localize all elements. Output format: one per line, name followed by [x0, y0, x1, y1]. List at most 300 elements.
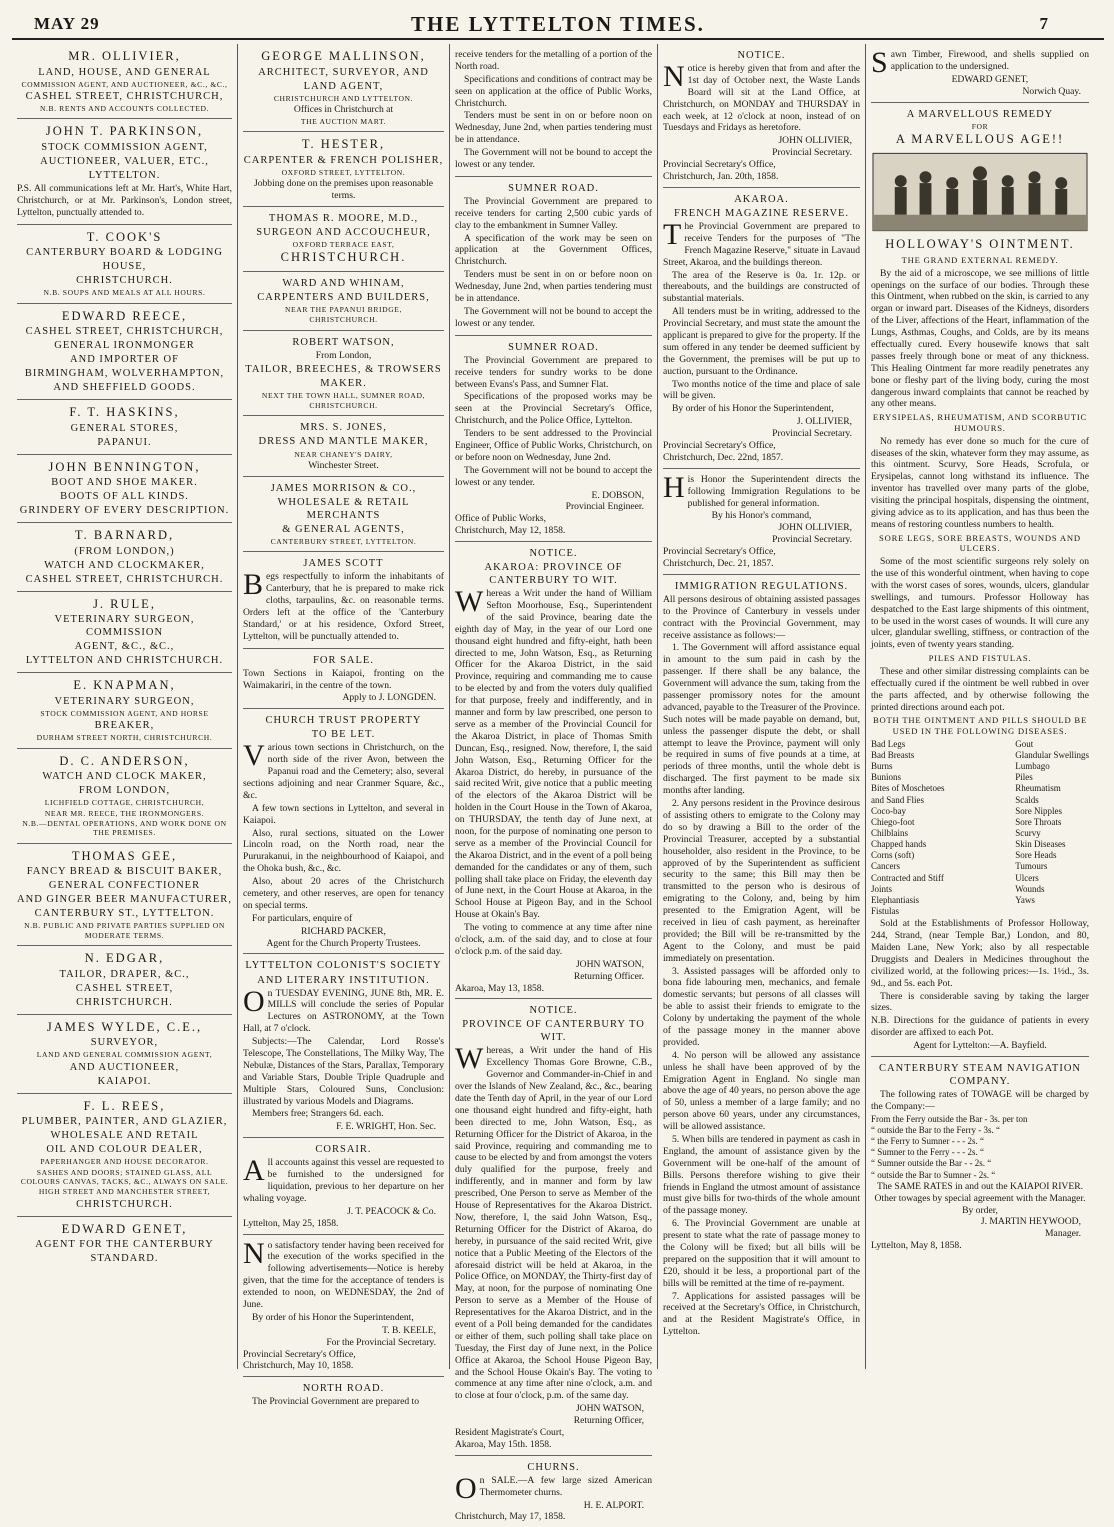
disease-item: Lumbago — [1015, 761, 1050, 772]
ad-body: Specifications and conditions of contract may be seen on application at the office of Public Works, Christchurch. — [455, 73, 652, 109]
ad-body: No remedy has ever done so much for the cure of diseases of the skin, whatever form they may assume, as this ointment. Scurvy, Sore Heads, Scrofula, or Erysipelas, cannot long withstand its influence. The inventor has travelled over many parts of the globe, visiting the principal hospitals, dispensing the ointment, giving advice as to its application, and has thus been the means of restoring countless numbers to health. — [871, 435, 1089, 530]
ad-body: On SALE.—A few large sized American Thermometer churns. — [455, 1471, 652, 1505]
disease-item: Gout — [1015, 738, 1034, 749]
ad-line: FOR — [971, 121, 989, 131]
towage-rate: “ outside the Bar to Sumner - 2s. “ — [871, 1169, 996, 1180]
ad-sawn-timber — [871, 44, 1089, 103]
card-heading: MR. OLLIVIER, — [68, 49, 181, 63]
ad-date: Akaroa, May 15th. 1858. — [455, 1438, 552, 1450]
ad-signature: Provincial Secretary. — [772, 428, 852, 440]
ad-james-scott — [243, 552, 444, 648]
disease-item: Ulcers — [1015, 872, 1039, 883]
ad-body: receive tenders for the metalling of a portion of the North road. — [455, 49, 652, 72]
towage-rate: “ Sumner to the Ferry - - - 2s. “ — [871, 1147, 984, 1158]
disease-item: Glandular Swellings — [1015, 749, 1089, 760]
business-card — [17, 44, 232, 119]
ad-line: MAKER. — [320, 377, 367, 389]
ad-body: The Government will not be bound to accept the lowest or any tender. — [455, 464, 652, 488]
ad-heading: THOMAS R. MOORE, M.D., — [268, 212, 419, 224]
card-heading: N. EDGAR, — [84, 951, 165, 966]
ad-line: DRESS AND MANTLE MAKER, — [258, 436, 429, 448]
card-line: HIGH STREET AND MANCHESTER STREET, — [38, 1187, 211, 1197]
ad-date: Christchurch, May 12, 1858. — [455, 525, 566, 537]
card-line: VETERINARY SURGEON, — [54, 695, 195, 707]
ad-signature: J. MARTIN HEYWOOD, — [980, 1216, 1081, 1228]
card-line: CASHEL STREET, CHRISTCHURCH, — [25, 326, 224, 338]
card-heading: JAMES WYLDE, C.E., — [46, 1019, 203, 1034]
ad-body: The SAME RATES in and out the KAIAPOI RIVER. — [877, 1180, 1083, 1192]
card-line: CHRISTCHURCH. — [76, 275, 173, 287]
disease-item: Corns (soft) — [871, 850, 915, 861]
ad-signature: Resident Magistrate's Court, — [455, 1426, 565, 1438]
ad-body: All persons desirous of obtaining assisted passages to the Province of Canterbury in vessels under contract with the Provincial Government, may receive assistance as follows:— — [663, 593, 860, 641]
card-line: BREAKER, — [94, 720, 155, 732]
ad-heading: WARD AND WHINAM, — [282, 277, 405, 289]
ad-signature: Manager. — [1045, 1228, 1081, 1240]
ad-line: LAND AGENT, — [303, 80, 384, 92]
ad-signature: Norwich Quay. — [1022, 85, 1081, 97]
ad-immigration-directive — [663, 469, 860, 575]
card-line: AUCTIONEER, VALUER, ETC., — [40, 155, 209, 167]
towage-rate: From the Ferry outside the Bar - 3s. per ton — [871, 1113, 1028, 1124]
business-card — [17, 749, 232, 844]
ad-signature: Office of Public Works, — [455, 513, 547, 525]
disease-item: Bad Breasts — [871, 749, 915, 760]
ad-line: CARPENTER & FRENCH POLISHER, — [243, 154, 444, 166]
ad-subheading: THE GRAND EXTERNAL REMEDY. — [901, 254, 1059, 265]
ad-line: From London, — [315, 349, 372, 361]
ad-heading: GEORGE MALLINSON, — [261, 49, 426, 63]
regulation-item: 6. The Provincial Government are unable at present to state what the rate of passage money to the Colony will be fixed; but all bills will be prepared on the supposition that it will amount to £20, should it be less, a proportional part of the bills will be remitted at the time of re-payment. — [663, 1218, 860, 1289]
ad-signature: JOHN OLLIVIER, — [778, 135, 852, 147]
ad-subheading: PROVINCE OF CANTERBURY TO WIT. — [462, 1019, 645, 1044]
towage-rate: “ outside the Bar to the Ferry - 3s. “ — [871, 1125, 1000, 1135]
towage-rates — [871, 1114, 1089, 1181]
card-line: OIL AND COLOUR DEALER, — [46, 1144, 203, 1156]
ad-tender-extension — [243, 1235, 444, 1378]
disease-item: Burns — [871, 761, 893, 772]
ad-heading: CANTERBURY STEAM NAVIGATION COMPANY. — [878, 1063, 1081, 1088]
ad-headline: A MARVELLOUS REMEDY — [906, 108, 1054, 120]
card-line: GENERAL CONFECTIONER — [48, 880, 201, 892]
ad-heading: HOLLOWAY'S OINTMENT. — [885, 237, 1075, 252]
ad-line: Jobbing done on the premises upon reasonable terms. — [253, 178, 434, 202]
card-line: N.B. SOUPS AND MEALS AT ALL HOURS. — [43, 288, 206, 298]
ad-church-trust — [243, 709, 444, 954]
ad-signature: RICHARD PACKER, — [301, 925, 386, 937]
ad-subheading: TO BE LET. — [311, 729, 376, 741]
ad-date: Christchurch, Jan. 20th, 1858. — [663, 171, 779, 183]
ad-signature: T. B. KEELE, — [382, 1324, 436, 1336]
page-number: 7 — [1039, 14, 1048, 33]
disease-item: Bad Legs — [871, 738, 906, 749]
ad-line: CARPENTERS AND BUILDERS, — [257, 291, 430, 303]
ad-moore — [243, 207, 444, 272]
card-line: STOCK COMMISSION AGENT, — [41, 141, 208, 153]
disease-item: Chiego-foot — [871, 816, 915, 827]
card-line: WATCH AND CLOCKMAKER, — [44, 559, 205, 571]
ad-line: & GENERAL AGENTS, — [282, 523, 405, 535]
ad-line: WHOLESALE & RETAIL MERCHANTS — [277, 496, 410, 521]
card-line: GENERAL STORES, — [70, 422, 179, 434]
card-line: LAND AND GENERAL COMMISSION AGENT, — [36, 1050, 213, 1060]
ad-sumner-road-clay — [455, 177, 652, 336]
ad-subheading: BOTH THE OINTMENT AND PILLS SHOULD BE USED IN THE FOLLOWING DISEASES. — [872, 715, 1088, 737]
card-line: AND SHEFFIELD GOODS. — [53, 382, 196, 394]
ad-body: There is considerable saving by taking the larger sizes. — [871, 990, 1089, 1014]
masthead — [12, 8, 1104, 40]
card-line: CASHEL STREET, CHRISTCHURCH, — [25, 90, 224, 102]
ad-line: NEAR CHANEY'S DAIRY, — [294, 449, 393, 459]
ad-body: Whereas, a Writ under the hand of His Excellency Thomas Gore Browne, C.B., Governor and Commander-in-Chief in and over the Islands of New Zealand, &c., &c., bearing date the Tenth day of April, in the year of our Lord one thousand eight hundred and fifty-eight, hath been directed to me, John Watson, Esq., as Returning Officer for the District of Akaroa, in the said Province, requiring and commanding me to cause to be elected by and from amongst the voters duly qualified for the purpose, freely and indifferently, and in manner and form by law prescribed, One Person to serve as Member of the House of Representatives for the Akaroa District. Now, therefore, I, the said John Watson, Esq., Returning Officer for the District of Akaroa, do hereby, in pursuance of the said recited Writ, give notice that a Public Meeting of the Electors of the aforesaid district will be held at Akaroa, in the Police Office, on MONDAY, the Thirty-first day of May, at noon, for the purpose of nominating One Person to serve as a Member of the House of Representatives for the Akaroa District, and in the event of a Poll being demanded for the candidates or either of them, such polling shall take place on Tuesday, the First day of June next, in the Police Office at Akaroa, the School House Pigeon Bay, and the School House Okain's Bay. The voting to commence at any time after nine o'clock, a.m. and to close at four o'clock, p.m. of the same day. — [455, 1042, 652, 1402]
disease-item: Sore Nipples — [1015, 805, 1062, 816]
ad-subheading: AND LITERARY INSTITUTION. — [257, 974, 430, 986]
ad-line: TAILOR, BREECHES, & TROWSERS — [245, 363, 442, 375]
ad-subheading: AKAROA: PROVINCE OF CANTERBURY TO WIT. — [484, 562, 623, 587]
disease-item: Scurvy — [1015, 827, 1041, 838]
card-line: STANDARD. — [90, 1253, 159, 1265]
ad-hester — [243, 132, 444, 207]
card-line: NEAR MR. REECE, THE IRONMONGERS. — [44, 808, 205, 818]
ad-subheading: PILES AND FISTULAS. — [928, 653, 1032, 664]
ad-signature: JOHN OLLIVIER, — [778, 522, 852, 534]
ad-sumner-road-works — [455, 336, 652, 542]
card-heading: EDWARD GENET, — [61, 1221, 188, 1236]
card-line: AND IMPORTER OF — [70, 354, 179, 366]
card-heading: THOMAS GEE, — [71, 848, 178, 863]
disease-item: Elephantiasis — [871, 894, 919, 905]
card-line: KAIAPOI. — [97, 1075, 152, 1087]
ad-heading: CHURNS. — [527, 1461, 580, 1473]
ad-signature: Apply to J. LONGDEN. — [342, 692, 436, 704]
ad-line: NEXT THE TOWN HALL, SUMNER ROAD, — [261, 390, 426, 400]
ad-akaroa-house-election — [455, 999, 652, 1455]
ad-date: Christchurch, May 17, 1858. — [455, 1511, 566, 1523]
engraving-illustration — [871, 151, 1089, 233]
ad-body: A few town sections in Lyttelton, and several in Kaiapoi. — [243, 802, 444, 826]
ad-line: CANTERBURY STREET, LYTTELTON. — [270, 536, 417, 546]
card-line: N.B.—DENTAL OPERATIONS, AND WORK DONE ON THE PREMISES. — [22, 818, 227, 838]
column-5 — [866, 44, 1094, 1369]
ad-heading: CHURCH TRUST PROPERTY — [265, 715, 422, 727]
card-line: PLUMBER, PAINTER, AND GLAZIER, — [21, 1116, 228, 1128]
ad-body: Tenders must be sent in on or before noon on Wednesday, June 2nd, when parties tendering must be in attendance. — [455, 110, 652, 146]
ad-signature: E. DOBSON, — [591, 489, 644, 501]
ad-signature: Provincial Engineer. — [565, 501, 644, 513]
card-line: LAND, HOUSE, AND GENERAL — [38, 66, 211, 78]
card-line: AND GINGER BEER MANUFACTURER, — [17, 894, 232, 906]
card-line: CHRISTCHURCH. — [76, 1198, 173, 1210]
card-line: CANTERBURY BOARD & LODGING — [26, 247, 223, 259]
card-heading: F. T. HASKINS, — [69, 405, 180, 420]
ad-line: CHRISTCHURCH. — [309, 315, 378, 325]
ad-waste-lands-notice — [663, 44, 860, 188]
disease-list — [871, 739, 1089, 918]
card-line: FROM LONDON, — [78, 785, 171, 797]
card-line: STOCK COMMISSION AGENT, AND HORSE — [40, 708, 209, 718]
ad-date: Christchurch, May 10, 1858. — [243, 1360, 354, 1372]
ad-body: His Honor the Superintendent directs the following Immigration Regulations to be published for general information. — [663, 470, 860, 509]
ad-body: By order of his Honor the Superintendent, — [252, 1311, 414, 1323]
ad-body: N.B. Directions for the guidance of patients in every disorder are affixed to each Pot. — [871, 1015, 1089, 1039]
disease-item: Sore Heads — [1015, 850, 1057, 861]
ad-signature: Provincial Secretary. — [772, 534, 852, 546]
ad-agent: Agent for Lyttelton:—A. Bayfield. — [913, 1040, 1047, 1052]
ad-body: The area of the Reserve is 0a. 1r. 12p. or thereabouts, and the buildings are constructed of substantial materials. — [663, 269, 860, 305]
ad-ward-whinam — [243, 272, 444, 331]
ad-body: Sawn Timber, Firewood, and shells supplied on application to the undersigned. — [871, 46, 1089, 79]
business-card — [17, 1094, 232, 1217]
newspaper-title: THE LYTTELTON TIMES. — [411, 12, 705, 36]
ad-french-magazine-reserve — [663, 188, 860, 469]
ad-heading: NOTICE. — [529, 548, 578, 560]
ad-signature: For the Provincial Secretary. — [326, 1336, 436, 1348]
ad-body: Specifications of the proposed works may be seen at the Provincial Secretary's Office, Christchurch, and the Police Office, Lyttelton. — [455, 391, 652, 427]
card-line: BOOT AND SHOE MAKER. — [51, 477, 198, 489]
card-line: HOUSE, — [102, 261, 147, 273]
card-line: GENERAL IRONMONGER — [54, 340, 195, 352]
regulation-item: 7. Applications for assisted passages will be received at the Secretary's Office, in Christchurch, and at the Resident Magistrate's Office, in Lyttelton. — [663, 1290, 860, 1338]
ad-body: Notice is hereby given that from and after the 1st day of October next, the Waste Lands Board will sit at the Land Office, at Christchurch, on MONDAY and THURSDAY in each week, at 12 o'clock at noon, instead of on Tuesdays and Fridays as heretofore. — [663, 60, 860, 134]
ad-north-road — [243, 1377, 444, 1413]
ad-heading: FOR SALE. — [313, 654, 374, 666]
ad-line: CHRISTCHURCH. — [280, 250, 407, 265]
ad-line: OXFORD STREET, LYTTELTON. — [281, 167, 406, 177]
card-line: AGENT FOR THE CANTERBURY — [35, 1239, 214, 1251]
card-heading: EDWARD REECE, — [61, 308, 188, 323]
card-line: PAPERHANGER AND HOUSE DECORATOR. — [40, 1157, 209, 1167]
card-line: CASHEL STREET, CHRISTCHURCH. — [25, 573, 224, 585]
ad-line: NEAR THE PAPANUI BRIDGE, — [284, 304, 403, 314]
ad-signature: EDWARD GENET, — [951, 73, 1029, 85]
ad-signature: JOHN WATSON, — [575, 958, 644, 970]
disease-item: Wounds — [1015, 883, 1045, 894]
ad-heading: AKAROA. — [734, 193, 789, 205]
card-heading: F. L. REES, — [83, 1098, 166, 1113]
ad-body: Also, about 20 acres of the Christchurch cemetery, and other reserves, are open for tenancy on special terms. — [243, 876, 444, 911]
ad-for-sale — [243, 649, 444, 710]
disease-item: Fistulas — [871, 906, 900, 917]
ad-signature: Agent for the Church Property Trustees. — [266, 937, 421, 949]
disease-item: and Sand Flies — [871, 794, 924, 805]
ad-signature: H. E. ALPORT. — [583, 1499, 644, 1511]
ad-body: All accounts against this vessel are requested to be furnished to the undersigned for liquidation, previous to her departure on her whaling voyage. — [243, 1154, 444, 1204]
ad-body: No satisfactory tender having been received for the execution of the works specified in the following advertisements—Notice is hereby given, that the time for the acceptance of tenders is extended to noon, on WEDNESDAY, the 2nd of June. — [243, 1236, 444, 1311]
ad-body: Whereas a Writ under the hand of William Sefton Moorhouse, Esq., Superintendent of the said Province, bearing date the eighth day of May, in the year of our Lord one thousand eight hundred and fifty-eight, hath been directed to me, John Watson, Esq., as Returning Officer for the Akaroa District, in the said Province, requiring and commanding me to cause to be elected by and from the voters duly qualified for that purpose, freely and indifferently, and in manner and form by law prescribed, one person to serve as a member of the Provincial Council for the Akaroa District, in place of Thomas Smith Duncan, Esq., resigned. Now, therefore, I, the said John Watson, Esq., Returning Officer for the Akaroa District, do hereby, in pursuance of the said recited Writ, give notice that a public meeting of the electors of the Akaroa District will be holden in the Court House in the Town of Akaroa, on THURSDAY, the tenth day of June next, at noon, for the purpose of nominating one person to serve as a member of the Provincial Council for the Akaroa District, and in the event of a poll being demanded for the candidates or any of them, such polling shall take place on Friday, the eleventh day of June next, in the Court House at Akaroa, in the School House at Pigeon Bay, and in the School House at Okain's Bay. — [455, 585, 652, 921]
disease-item: Bunions — [871, 772, 902, 783]
ad-heading: JAMES SCOTT — [303, 558, 384, 570]
ad-body: Town Sections in Kaiapoi, fronting on the Waimakariri, in the centre of the town. — [243, 667, 444, 691]
ad-body: The following rates of TOWAGE will be charged by the Company:— — [871, 1089, 1089, 1112]
card-line: COMMISSION AGENT, AND AUCTIONEER, &C., &C., — [21, 79, 228, 89]
ad-body: A specification of the work may be seen on application at the Government Offices, Christchurch. — [455, 232, 652, 268]
ad-line: CHRISTCHURCH AND LYTTELTON. — [273, 93, 414, 103]
ad-body: The Provincial Government are prepared to — [252, 1396, 420, 1408]
ad-body: Members free; Strangers 6d. each. — [252, 1108, 384, 1120]
business-card — [17, 673, 232, 748]
card-line: GRINDERY OF EVERY DESCRIPTION. — [19, 505, 230, 517]
ad-heading: NORTH ROAD. — [302, 1383, 385, 1395]
card-line: (FROM LONDON,) — [74, 545, 175, 557]
card-line: FANCY BREAD & BISCUIT BAKER, — [26, 866, 223, 878]
card-line: LICHFIELD COTTAGE, CHRISTCHURCH, — [44, 798, 205, 808]
column-4 — [658, 44, 866, 1369]
ad-signature: By order, — [962, 1204, 998, 1216]
card-line: AGENT, &C., &C., — [74, 641, 175, 653]
ad-body: The Provincial Government are prepared to receive tenders for carting 2,500 cubic yards of clay to the embankment in Sumner Valley. — [455, 195, 652, 231]
ad-body: Two months notice of the time and place of sale will be given. — [663, 378, 860, 402]
business-card — [17, 844, 232, 946]
ad-line: Offices in Christchurch at — [293, 103, 394, 115]
ad-churns — [455, 1456, 652, 1527]
ad-signature: Returning Officer, — [573, 1415, 644, 1427]
disease-item: Scalds — [1015, 794, 1039, 805]
ad-body: All tenders must be in writing, addressed to the Provincial Secretary, and must state the amount the applicant is prepared to give for the property. If the sum offered in any tender be deemed sufficient by the Government, the premises will be put up to auction, pursuant to the Ordinance. — [663, 306, 860, 377]
ad-body: For particulars, enquire of — [252, 912, 353, 924]
card-line: CANTERBURY ST., LYTTELTON. — [34, 908, 215, 920]
business-card — [17, 225, 232, 304]
ad-body: Various town sections in Christchurch, on the north side of the river Avon, between the Papanui road and the Cemetery; also, several sections adjoining and near Cranmer Square, &c., &c. — [243, 739, 444, 801]
regulation-item: 1. The Government will afford assistance equal in amount to the sum paid in cash by the passenger. If there shall be any balance, the Government will advance the sum, taking from the passenger promissory notes for the amount advanced, payable to the Treasurer of the Province. Such notes will be made payable on demand, but, unless the passenger dispute the debt, or shall attempt to leave the Province, payment will only be required in sums of five pounds at a time, at periods of three months, until the whole debt is discharged. The first payment to be made six months after landing. — [663, 642, 860, 797]
ad-signature: Provincial Secretary's Office, — [663, 546, 776, 558]
ad-body: On TUESDAY EVENING, JUNE 8th, MR. E. MILLS will conclude the series of Popular Lectures on ASTRONOMY, at the Town Hall, at 7 o'clock. — [243, 984, 444, 1035]
disease-item: Sore Throats — [1015, 816, 1062, 827]
ad-signature: F. E. WRIGHT, Hon. Sec. — [336, 1121, 436, 1133]
card-line: SURVEYOR, — [90, 1037, 159, 1049]
towage-rate: “ the Ferry to Sumner - - - 2s. “ — [871, 1136, 984, 1147]
ad-subheading: ERYSIPELAS, RHEUMATISM, AND SCORBUTIC HUMOURS. — [872, 412, 1088, 433]
issue-date: MAY 29 — [34, 14, 100, 33]
ad-heading: SUMNER ROAD. — [508, 182, 599, 194]
disease-item: Coco-bay — [871, 805, 906, 816]
ad-signature: Provincial Secretary's Office, — [663, 439, 776, 451]
ad-heading: LYTTELTON COLONIST'S SOCIETY — [245, 960, 442, 972]
ad-subheading: SORE LEGS, SORE BREASTS, WOUNDS AND ULCERS. — [879, 532, 1081, 554]
ad-signature: Provincial Secretary's Office, — [243, 1348, 356, 1360]
card-heading: T. BARNARD, — [74, 528, 175, 543]
disease-item: Bites of Moschetoes — [871, 783, 945, 794]
card-line: AND AUCTIONEER, — [69, 1061, 180, 1073]
ad-body: The Provincial Government are prepared to receive tenders for sundry works to be done between Evans's Pass, and Sumner Flat. — [455, 354, 652, 390]
regulation-item: 3. Assisted passages will be afforded only to bona fide labouring men, mechanics, and female domestic servants; but persons of all classes will be able to assist their friends to emigrate to the Colony by undertaking the payment of the whole of the passage money in the manner above provided. — [663, 965, 860, 1048]
ad-heading: IMMIGRATION REGULATIONS. — [674, 580, 849, 592]
ad-line: SURGEON AND ACCOUCHEUR, — [256, 226, 431, 238]
ad-holloways-ointment — [871, 103, 1089, 1057]
ad-date: Lyttelton, May 25, 1858. — [243, 1217, 339, 1229]
ad-body: The Government will not be bound to accept the lowest or any tender. — [455, 147, 652, 171]
card-line: N.B. RENTS AND ACCOUNTS COLLECTED. — [39, 103, 210, 113]
business-card — [17, 946, 232, 1015]
disease-item: Joints — [871, 883, 893, 894]
card-line: BIRMINGHAM, WOLVERHAMPTON, — [24, 368, 225, 380]
ad-heading: JAMES MORRISON & CO., — [270, 482, 417, 494]
card-line: CASHEL STREET, — [75, 982, 174, 994]
disease-item: Chapped hands — [871, 839, 927, 850]
ad-body: By his Honor's command, — [711, 510, 812, 522]
card-line: LYTTELTON AND CHRISTCHURCH. — [25, 655, 224, 667]
regulation-item: 5. When bills are tendered in payment as cash in England, the amount of assistance given by the Government will be one-half of the amount of Bills. Persons therefore wishing to give their friends in England the utmost amount of assistance must give bills for two-thirds of the whole amount of the passage money. — [663, 1133, 860, 1217]
column-2 — [238, 44, 450, 1408]
ad-heading: T. HESTER, — [301, 137, 386, 152]
card-heading: J. RULE, — [93, 596, 156, 611]
ad-line: Winchester Street. — [308, 459, 379, 471]
disease-item: Rheumatism — [1015, 783, 1061, 794]
ad-line: CHRISTCHURCH. — [309, 401, 378, 411]
ad-signature: Provincial Secretary. — [772, 147, 852, 159]
ad-body: The Provincial Government are prepared to receive Tenders for the purposes of "The French Magazine Reserve," situate in Lavaud Street, Akaroa, and the buildings thereon. — [663, 217, 860, 268]
column-1-business-cards — [12, 44, 238, 1369]
ad-signature: J. T. PEACOCK & Co. — [347, 1205, 436, 1217]
ad-mallinson — [243, 44, 444, 132]
card-line: WATCH AND CLOCK MAKER, — [42, 771, 207, 783]
card-heading: E. KNAPMAN, — [73, 678, 176, 693]
ad-date: Akaroa, May 13, 1858. — [455, 982, 544, 994]
ad-heading: SUMNER ROAD. — [508, 341, 599, 353]
card-line: WHOLESALE AND RETAIL — [50, 1130, 199, 1142]
disease-list-left — [871, 739, 945, 918]
card-line: TAILOR, DRAPER, &C., — [59, 968, 190, 980]
card-line: SASHES AND DOORS; STAINED GLASS, ALL COLOURS CANVAS, TACKS, &C., ALWAYS ON SALE. — [20, 1167, 229, 1187]
ad-line: THE AUCTION MART. — [300, 116, 387, 126]
disease-list-right — [1015, 739, 1089, 918]
disease-item: Yaws — [1015, 894, 1035, 905]
card-body: P.S. All communications left at Mr. Hart's, White Hart, Christchurch, or at Mr. Parkinson's, London street, Lyttelton, punctually attended to. — [17, 182, 232, 218]
ad-body: Also, rural sections, situated on the Lower Lincoln road, on the North road, near the Pururakanui, in the neighbourhood of Kaiapoi, and the Ohoka bush, &c., &c. — [243, 827, 444, 875]
business-card — [17, 523, 232, 592]
business-card — [17, 1015, 232, 1094]
ad-body: The voting to commence at any time after nine o'clock, a.m. of the said day, and to close at four o'clock p.m. of the said day. — [455, 922, 652, 957]
ad-date: Christchurch, Dec. 22nd, 1857. — [663, 451, 784, 463]
card-line: CHRISTCHURCH. — [76, 996, 173, 1008]
ad-heading: NOTICE. — [529, 1005, 578, 1017]
card-line: DURHAM STREET NORTH, CHRISTCHURCH. — [36, 733, 213, 743]
ad-body: Sold at the Establishments of Professor Holloway, 244, Strand, (near Temple Bar,) London, and 80, Maiden Lane, New York; also by all respectable Druggists and Dealers in Medicines throughout the civilized world, at the following prices:—1s. 1½d., 3s. 9d., and 5s. each Pot. — [871, 918, 1089, 989]
business-card — [17, 119, 232, 224]
column-3 — [450, 44, 658, 1523]
card-line: BOOTS OF ALL KINDS. — [60, 491, 189, 503]
disease-item: Piles — [1015, 772, 1033, 783]
disease-item: Tumours — [1015, 861, 1048, 872]
ad-steam-navigation — [871, 1057, 1089, 1256]
business-card — [17, 304, 232, 401]
regulation-item: 2. Any persons resident in the Province desirous of assisting others to emigrate to the Colony may do so by drawing a Bill to the order of the Provincial Treasurer, accepted by a substantial householder, also resident in the Province, to be approved of by the Superintendent as sufficient security to the same; this Bill may then be transmitted to the person who is desirous of emigrating to the Colony, and, being by him presented to the Emigration Agent, will be received in lieu of cash payment, as hereinafter provided; the Bill will be re-transmitted by the Agent to the Colony, and must be paid immediately on presentation. — [663, 798, 860, 964]
ad-line: ARCHITECT, SURVEYOR, AND — [258, 66, 429, 78]
ad-body: These and other similar distressing complaints can be effectually cured if the ointment be well rubbed in over the parts affected, and by otherwise following the printed directions around each pot. — [871, 665, 1089, 713]
disease-item: Chilblains — [871, 827, 909, 838]
towage-rate: “ Sumner outside the Bar - - 2s. “ — [871, 1158, 992, 1169]
ad-corsair — [243, 1138, 444, 1234]
ad-body: Other towages by special agreement with the Manager. — [874, 1192, 1086, 1204]
card-line: N.B. PUBLIC AND PRIVATE PARTIES SUPPLIED ON MODERATE TERMS. — [24, 921, 225, 940]
disease-item: Contracted and Stiff — [871, 872, 944, 883]
business-card — [17, 1217, 232, 1271]
ad-signature: JOHN WATSON, — [575, 1403, 644, 1415]
ad-north-road-continued — [455, 44, 652, 177]
ad-headline: A MARVELLOUS AGE!! — [895, 131, 1065, 146]
columns — [12, 44, 1104, 1523]
business-card — [17, 592, 232, 674]
ad-body: The Government will not be bound to accept the lowest or any tender. — [455, 305, 652, 329]
disease-item: Cancers — [871, 861, 900, 872]
ad-heading: NOTICE. — [737, 50, 786, 61]
ad-heading: CORSAIR. — [315, 1144, 372, 1156]
business-card — [17, 455, 232, 524]
ad-body: By order of his Honor the Superintendent, — [672, 403, 834, 415]
card-line: VETERINARY SURGEON, COMMISSION — [54, 614, 195, 639]
ad-signature: Returning Officer. — [573, 970, 644, 982]
ad-body: Subjects:—The Calendar, Lord Rosse's Telescope, The Constellations, The Milky Way, The Nebulæ, Distances of the Stars, Parallax, Temporary and Variable Stars, Double Triple Quadruple and Multiple Stars, Coloured Suns, Conclusion: illustrated by various Models and Diagrams. — [243, 1036, 444, 1107]
ad-heading: ROBERT WATSON, — [292, 336, 395, 348]
